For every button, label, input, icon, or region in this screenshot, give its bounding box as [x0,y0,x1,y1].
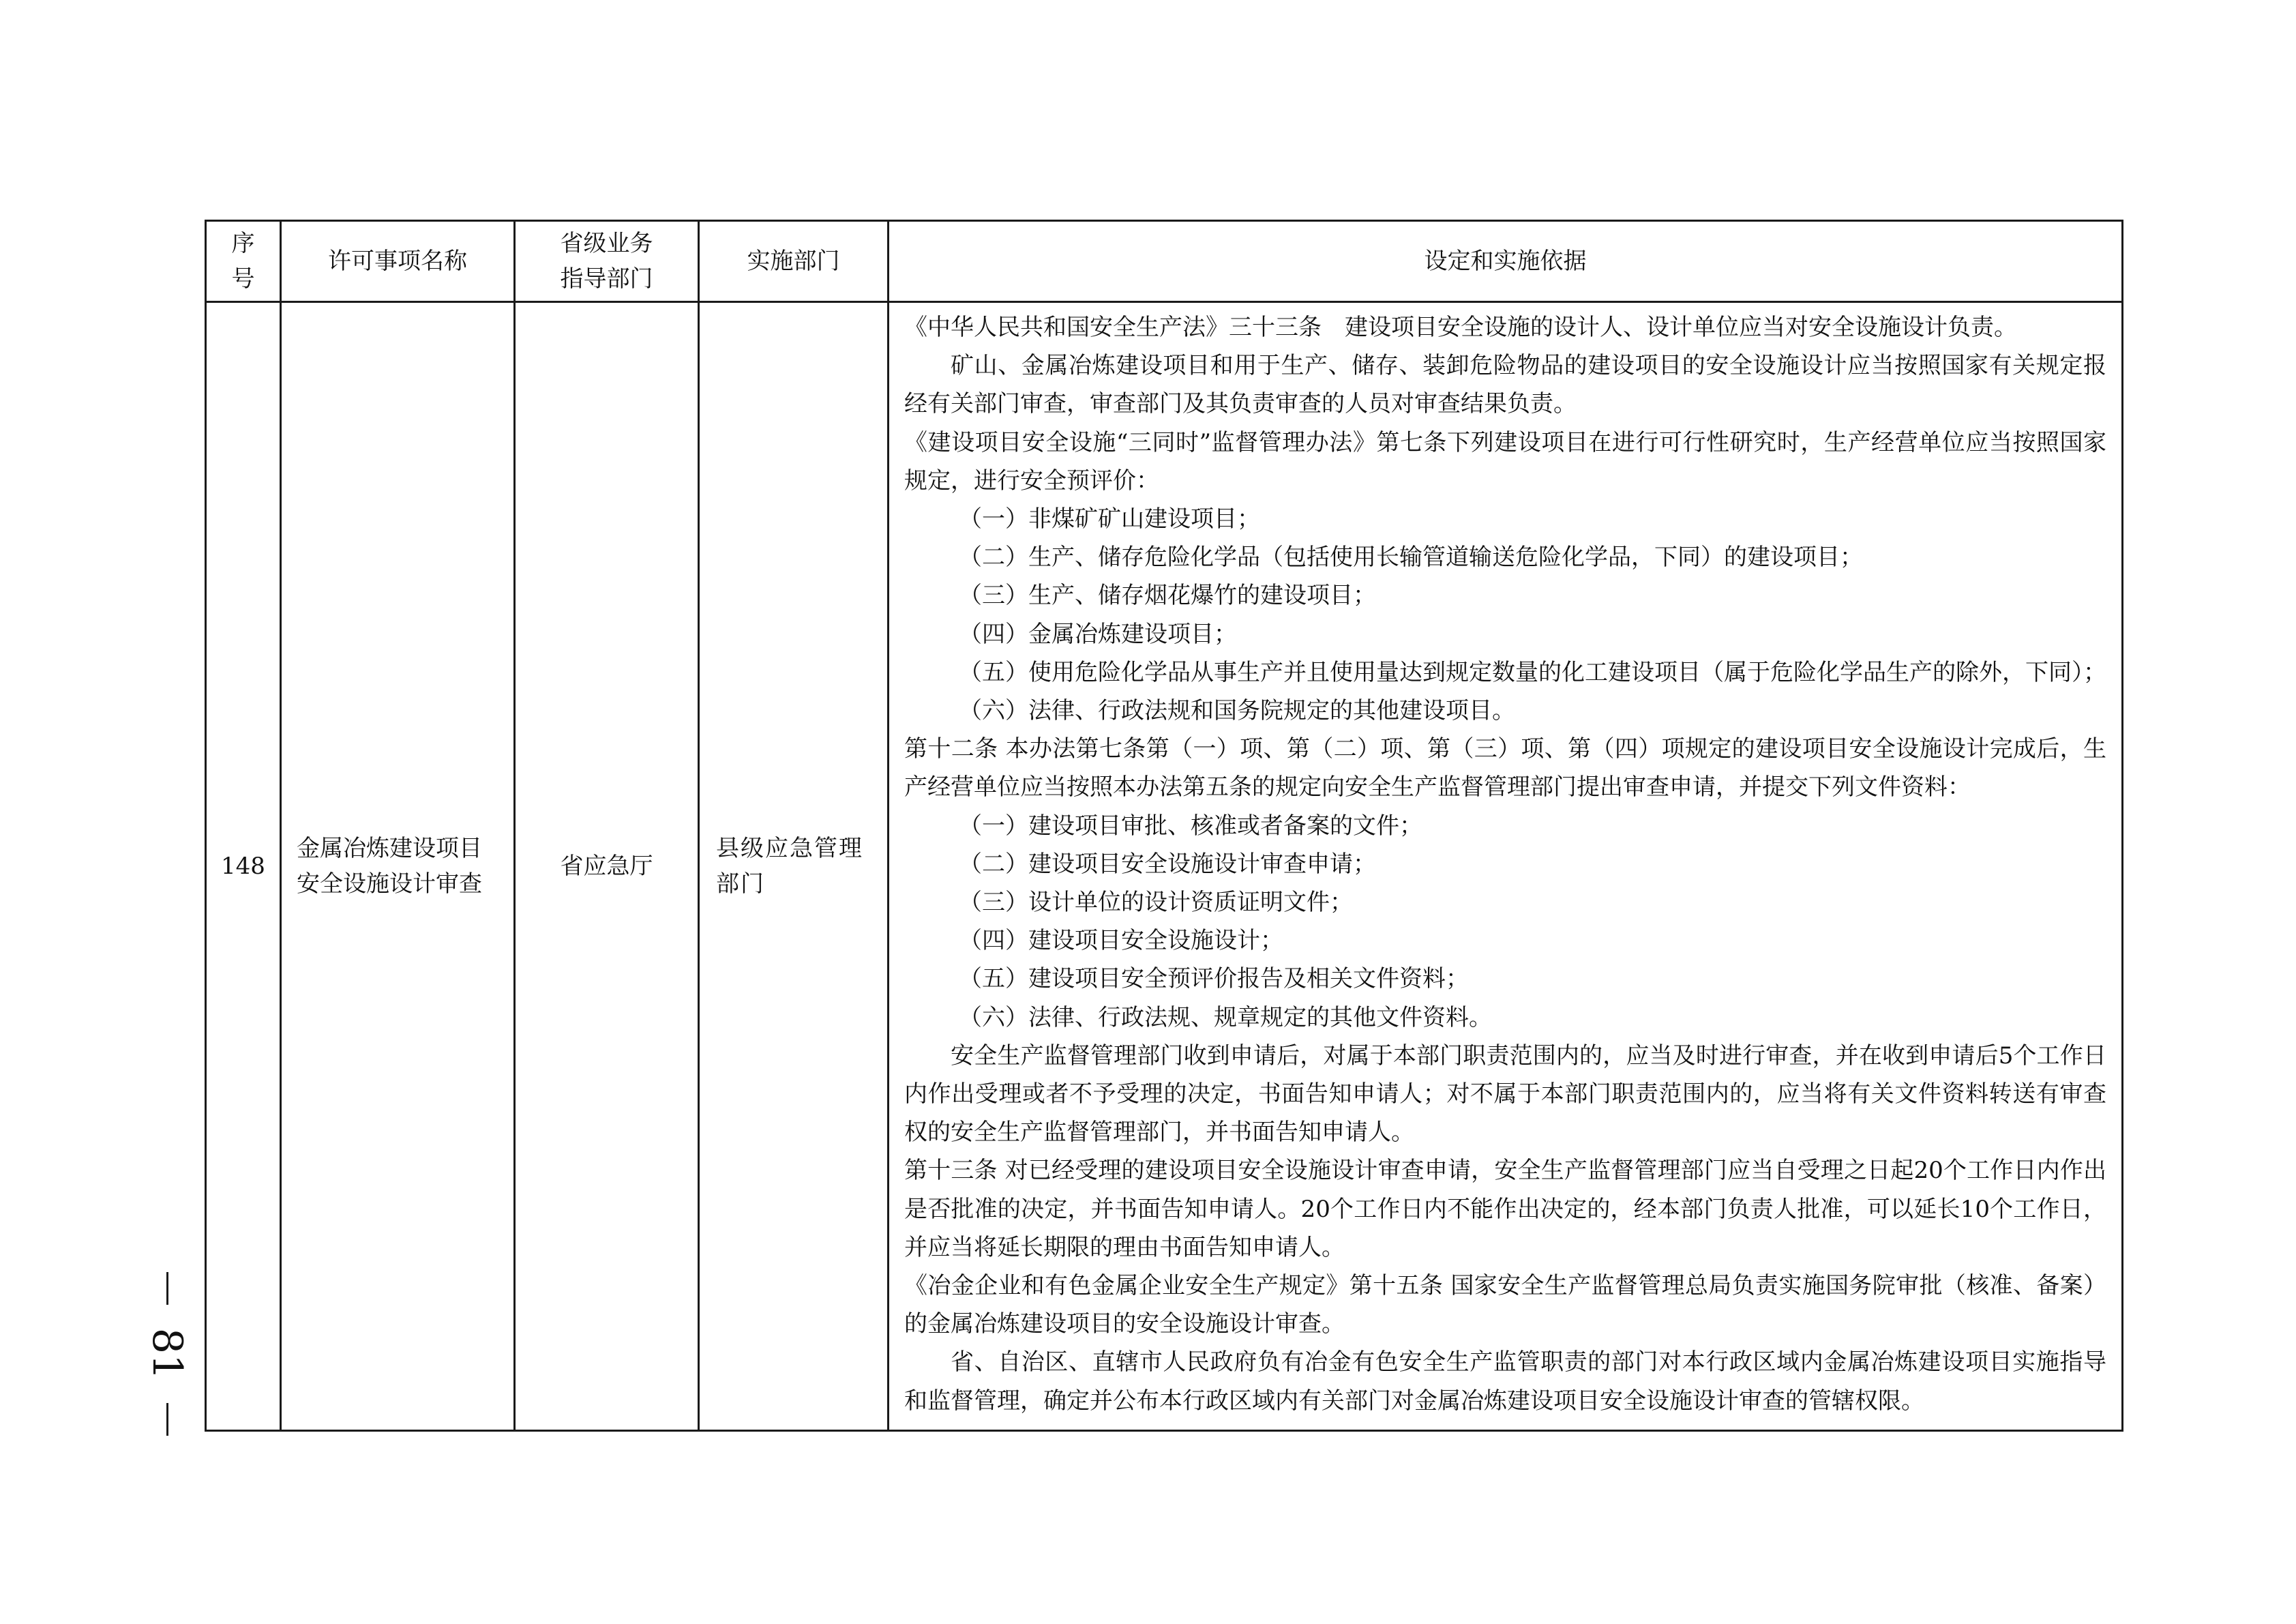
basis-paragraph: 省、自治区、直辖市人民政府负有冶金有色安全生产监管职责的部门对本行政区域内金属冶炼建设项目实施指导和监督管理，确定并公布本行政区域内有关部门对金属冶炼建设项目安全设施设计审查的管辖权限。 [904,1348,2106,1415]
basis-paragraph: 《建设项目安全设施“三同时”监督管理办法》第七条下列建设项目在进行可行性研究时，生产经营单位应当按照国家规定，进行安全预评价： [904,428,2106,494]
cell-no: 148 [206,302,281,1431]
basis-paragraph: （四）建设项目安全设施设计； [959,927,1283,955]
permit-table [205,220,2123,1432]
basis-paragraph: （四）金属冶炼建设项目； [959,620,1237,648]
header-provincial-dept: 省级业务 指导部门 [515,221,699,302]
basis-paragraph: （二）生产、储存危险化学品（包括使用长输管道输送危险化学品，下同）的建设项目； [959,544,1863,572]
basis-paragraph: 《冶金企业和有色金属企业安全生产规定》第十五条 国家安全生产监督管理总局负责实施国务院审批（核准、备案）的金属冶炼建设项目的安全设施设计审查。 [904,1272,2106,1338]
cell-impl-dept: 县级应急管理部门 [699,302,889,1431]
basis-text [904,308,2106,1420]
table-row [206,302,2123,1431]
cell-name: 金属冶炼建设项目安全设施设计审查 [281,302,515,1431]
page-number-dash-top [166,1272,168,1305]
basis-paragraph: （二）建设项目安全设施设计审查申请； [959,850,1376,878]
cell-basis [889,302,2123,1431]
basis-paragraph: （三）设计单位的设计资质证明文件； [959,889,1353,917]
basis-paragraph: 《中华人民共和国安全生产法》三十三条 建设项目安全设施的设计人、设计单位应当对安全设施设计负责。 [904,314,2017,341]
basis-paragraph: （六）法律、行政法规和国务院规定的其他建设项目。 [959,697,1515,725]
basis-paragraph: （五）建设项目安全预评价报告及相关文件资料； [959,965,1469,993]
header-no: 序 号 [206,221,281,302]
basis-paragraph: 矿山、金属冶炼建设项目和用于生产、储存、装卸危险物品的建设项目的安全设施设计应当按照国家有关规定报经有关部门审查，审查部门及其负责审查的人员对审查结果负责。 [904,352,2106,418]
page-number-dash-bottom [166,1403,168,1436]
header-impl-dept: 实施部门 [699,221,889,302]
basis-paragraph: 第十三条 对已经受理的建设项目安全设施设计审查申请，安全生产监督管理部门应当自受理之日起20个工作日内作出是否批准的决定，并书面告知申请人。20个工作日内不能作出决定的，经本部门负责人批准，可以延长10个工作日，并应当将延长期限的理由书面告知申请人。 [904,1157,2106,1261]
header-basis: 设定和实施依据 [889,221,2123,302]
basis-paragraph: 第十二条 本办法第七条第（一）项、第（二）项、第（三）项、第（四）项规定的建设项目安全设施设计完成后，生产经营单位应当按照本办法第五条的规定向安全生产监督管理部门提出审查申请，并提交下列文件资料： [904,735,2106,801]
table-header-row [206,221,2123,302]
cell-provincial-dept: 省应急厅 [515,302,699,1431]
basis-paragraph: （五）使用危险化学品从事生产并且使用量达到规定数量的化工建设项目（属于危险化学品生产的除外，下同）； [959,658,2106,686]
header-name: 许可事项名称 [281,221,515,302]
basis-paragraph: （三）生产、储存烟花爆竹的建设项目； [959,582,1376,610]
basis-paragraph: （一）非煤矿矿山建设项目； [959,505,1260,533]
basis-paragraph: （一）建设项目审批、核准或者备案的文件； [959,812,1422,840]
basis-paragraph: 安全生产监督管理部门收到申请后，对属于本部门职责范围内的，应当及时进行审查，并在收到申请后5个工作日内作出受理或者不予受理的决定，书面告知申请人；对不属于本部门职责范围内的，应当将有关文件资料转送有审查权的安全生产监督管理部门，并书面告知申请人。 [904,1042,2106,1147]
basis-paragraph: （六）法律、行政法规、规章规定的其他文件资料。 [959,1003,1492,1031]
page-number-value: 81 [143,1327,192,1381]
page-number [143,1272,192,1436]
